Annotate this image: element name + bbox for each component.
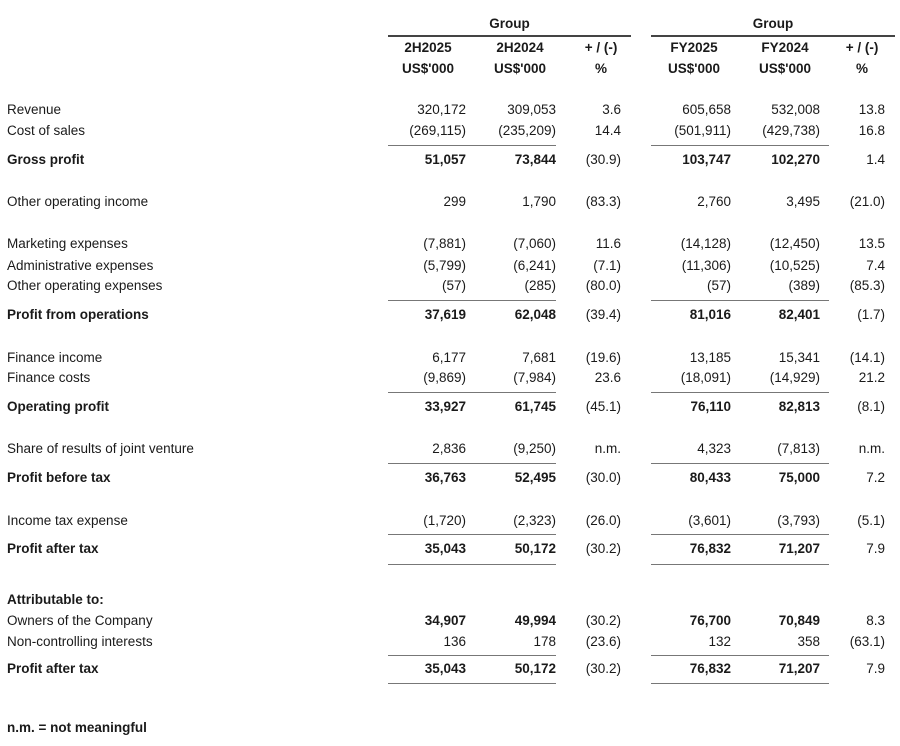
column-header-period: + / (-) [584, 40, 618, 55]
change-percent-cell: (1.7) [857, 307, 885, 322]
amount-cell: 532,008 [771, 102, 820, 117]
row-label: Profit before tax [7, 470, 111, 485]
column-header-unit: US$'000 [668, 61, 720, 76]
amount-cell: 36,763 [424, 470, 466, 485]
change-percent-cell: (80.0) [585, 278, 621, 293]
group-header-half-year: Group [489, 16, 530, 31]
subtotal-rule [388, 463, 556, 464]
subtotal-rule [651, 145, 829, 146]
amount-cell: 358 [797, 634, 820, 649]
amount-cell: 76,832 [689, 661, 731, 676]
amount-cell: 71,207 [778, 661, 820, 676]
amount-cell: (501,911) [674, 123, 731, 138]
amount-cell: (14,128) [680, 236, 731, 251]
amount-cell: 3,495 [786, 194, 820, 209]
amount-cell: 76,832 [689, 541, 731, 556]
column-header-period: + / (-) [845, 40, 879, 55]
change-percent-cell: 11.6 [595, 236, 621, 251]
row-label: Cost of sales [7, 123, 86, 138]
amount-cell: 76,110 [690, 399, 731, 414]
amount-cell: (3,601) [688, 513, 731, 528]
amount-cell: (11,306) [681, 258, 731, 273]
amount-cell: (6,241) [513, 258, 556, 273]
subtotal-rule [651, 392, 829, 393]
row-label: Other operating income [7, 194, 149, 209]
row-label: Marketing expenses [7, 236, 128, 251]
column-header-unit: US$'000 [759, 61, 811, 76]
change-percent-cell: (30.2) [585, 661, 621, 676]
amount-cell: 73,844 [514, 152, 556, 167]
change-percent-cell: 7.2 [866, 470, 885, 485]
change-percent-cell: 21.2 [858, 370, 885, 385]
change-percent-cell: (23.6) [585, 634, 621, 649]
amount-cell: (2,323) [513, 513, 556, 528]
amount-cell: (7,060) [513, 236, 556, 251]
amount-cell: (5,799) [423, 258, 466, 273]
amount-cell: 51,057 [424, 152, 466, 167]
amount-cell: 102,270 [771, 152, 820, 167]
amount-cell: 2,836 [432, 441, 466, 456]
subtotal-rule [651, 655, 829, 656]
amount-cell: (3,793) [777, 513, 820, 528]
change-percent-cell: 13.5 [858, 236, 885, 251]
row-label: Attributable to: [7, 592, 104, 607]
change-percent-cell: 7.9 [866, 661, 885, 676]
amount-cell: (57) [706, 278, 731, 293]
amount-cell: 62,048 [514, 307, 556, 322]
row-label: Owners of the Company [7, 613, 153, 628]
header-rule-right [651, 35, 895, 37]
amount-cell: 103,747 [682, 152, 731, 167]
row-label: Administrative expenses [7, 258, 154, 273]
row-label: Profit after tax [7, 541, 99, 556]
row-label: Non-controlling interests [7, 634, 153, 649]
change-percent-cell: 1.4 [866, 152, 885, 167]
change-percent-cell: (83.3) [585, 194, 621, 209]
amount-cell: 76,700 [689, 613, 731, 628]
change-percent-cell: (30.9) [585, 152, 621, 167]
change-percent-cell: (39.4) [585, 307, 621, 322]
amount-cell: 50,172 [514, 661, 556, 676]
amount-cell: 309,053 [507, 102, 556, 117]
change-percent-cell: (63.1) [849, 634, 885, 649]
change-percent-cell: (8.1) [857, 399, 885, 414]
change-percent-cell: (7.1) [593, 258, 621, 273]
change-percent-cell: 14.4 [594, 123, 621, 138]
subtotal-rule [388, 534, 556, 535]
change-percent-cell: 13.8 [858, 102, 885, 117]
column-header-unit: % [594, 61, 607, 76]
amount-cell: (7,881) [423, 236, 466, 251]
amount-cell: 80,433 [689, 470, 731, 485]
change-percent-cell: (30.0) [585, 470, 621, 485]
row-label: Profit after tax [7, 661, 99, 676]
amount-cell: 178 [533, 634, 556, 649]
amount-cell: (7,984) [513, 370, 556, 385]
change-percent-cell: (14.1) [849, 350, 885, 365]
column-header-unit: US$'000 [494, 61, 546, 76]
header-rule-left [388, 35, 631, 37]
row-label: Share of results of joint venture [7, 441, 194, 456]
amount-cell: 81,016 [689, 307, 731, 322]
amount-cell: (18,091) [680, 370, 731, 385]
row-label: Profit from operations [7, 307, 149, 322]
amount-cell: 1,790 [522, 194, 556, 209]
amount-cell: 320,172 [417, 102, 466, 117]
subtotal-rule [388, 564, 556, 565]
column-header-unit: % [855, 61, 868, 76]
amount-cell: 49,994 [514, 613, 556, 628]
amount-cell: (14,929) [769, 370, 820, 385]
amount-cell: 7,681 [522, 350, 556, 365]
amount-cell: 4,323 [697, 441, 731, 456]
amount-cell: 35,043 [424, 661, 466, 676]
amount-cell: (57) [441, 278, 466, 293]
amount-cell: 70,849 [778, 613, 820, 628]
subtotal-rule [651, 300, 829, 301]
row-label: Finance costs [7, 370, 91, 385]
amount-cell: 82,401 [778, 307, 820, 322]
change-percent-cell: 8.3 [866, 613, 885, 628]
amount-cell: (12,450) [769, 236, 820, 251]
change-percent-cell: (21.0) [849, 194, 885, 209]
amount-cell: (10,525) [769, 258, 820, 273]
column-header-period: 2H2024 [496, 40, 544, 55]
subtotal-rule [388, 300, 556, 301]
amount-cell: 33,927 [424, 399, 466, 414]
subtotal-rule [388, 145, 556, 146]
change-percent-cell: 23.6 [594, 370, 621, 385]
row-label: Finance income [7, 350, 103, 365]
amount-cell: 13,185 [689, 350, 731, 365]
change-percent-cell: 16.8 [858, 123, 885, 138]
change-percent-cell: (30.2) [585, 541, 621, 556]
change-percent-cell: 3.6 [602, 102, 621, 117]
group-header-full-year: Group [752, 16, 794, 31]
column-header-period: 2H2025 [404, 40, 452, 55]
amount-cell: 132 [708, 634, 731, 649]
change-percent-cell: (45.1) [585, 399, 621, 414]
subtotal-rule [388, 392, 556, 393]
subtotal-rule [651, 564, 829, 565]
change-percent-cell: (85.3) [849, 278, 885, 293]
amount-cell: (1,720) [423, 513, 466, 528]
amount-cell: 6,177 [432, 350, 466, 365]
subtotal-rule [388, 683, 556, 684]
amount-cell: 37,619 [424, 307, 466, 322]
row-label: Other operating expenses [7, 278, 163, 293]
change-percent-cell: 7.4 [866, 258, 885, 273]
footnote: n.m. = not meaningful [7, 720, 147, 735]
subtotal-rule [651, 683, 829, 684]
row-label: Operating profit [7, 399, 109, 414]
amount-cell: 52,495 [514, 470, 556, 485]
amount-cell: (269,115) [409, 123, 466, 138]
amount-cell: 75,000 [778, 470, 820, 485]
amount-cell: 15,341 [778, 350, 820, 365]
column-header-period: FY2025 [670, 40, 718, 55]
change-percent-cell: (5.1) [857, 513, 885, 528]
amount-cell: 299 [443, 194, 466, 209]
amount-cell: (429,738) [762, 123, 820, 138]
amount-cell: 35,043 [424, 541, 466, 556]
change-percent-cell: n.m. [594, 441, 621, 456]
change-percent-cell: (26.0) [585, 513, 621, 528]
change-percent-cell: (19.6) [585, 350, 621, 365]
row-label: Gross profit [7, 152, 85, 167]
amount-cell: 61,745 [514, 399, 556, 414]
amount-cell: (285) [524, 278, 556, 293]
amount-cell: 605,658 [682, 102, 731, 117]
amount-cell: 2,760 [697, 194, 731, 209]
amount-cell: (9,869) [423, 370, 466, 385]
amount-cell: 82,813 [778, 399, 820, 414]
amount-cell: 71,207 [778, 541, 820, 556]
subtotal-rule [388, 655, 556, 656]
amount-cell: 50,172 [514, 541, 556, 556]
subtotal-rule [651, 463, 829, 464]
amount-cell: (7,813) [777, 441, 820, 456]
change-percent-cell: (30.2) [585, 613, 621, 628]
amount-cell: (235,209) [498, 123, 556, 138]
amount-cell: (389) [788, 278, 820, 293]
amount-cell: 34,907 [424, 613, 466, 628]
change-percent-cell: n.m. [858, 441, 885, 456]
amount-cell: (9,250) [513, 441, 556, 456]
column-header-period: FY2024 [761, 40, 809, 55]
change-percent-cell: 7.9 [866, 541, 885, 556]
row-label: Income tax expense [7, 513, 128, 528]
row-label: Revenue [7, 102, 62, 117]
amount-cell: 136 [443, 634, 466, 649]
column-header-unit: US$'000 [402, 61, 454, 76]
subtotal-rule [651, 534, 829, 535]
